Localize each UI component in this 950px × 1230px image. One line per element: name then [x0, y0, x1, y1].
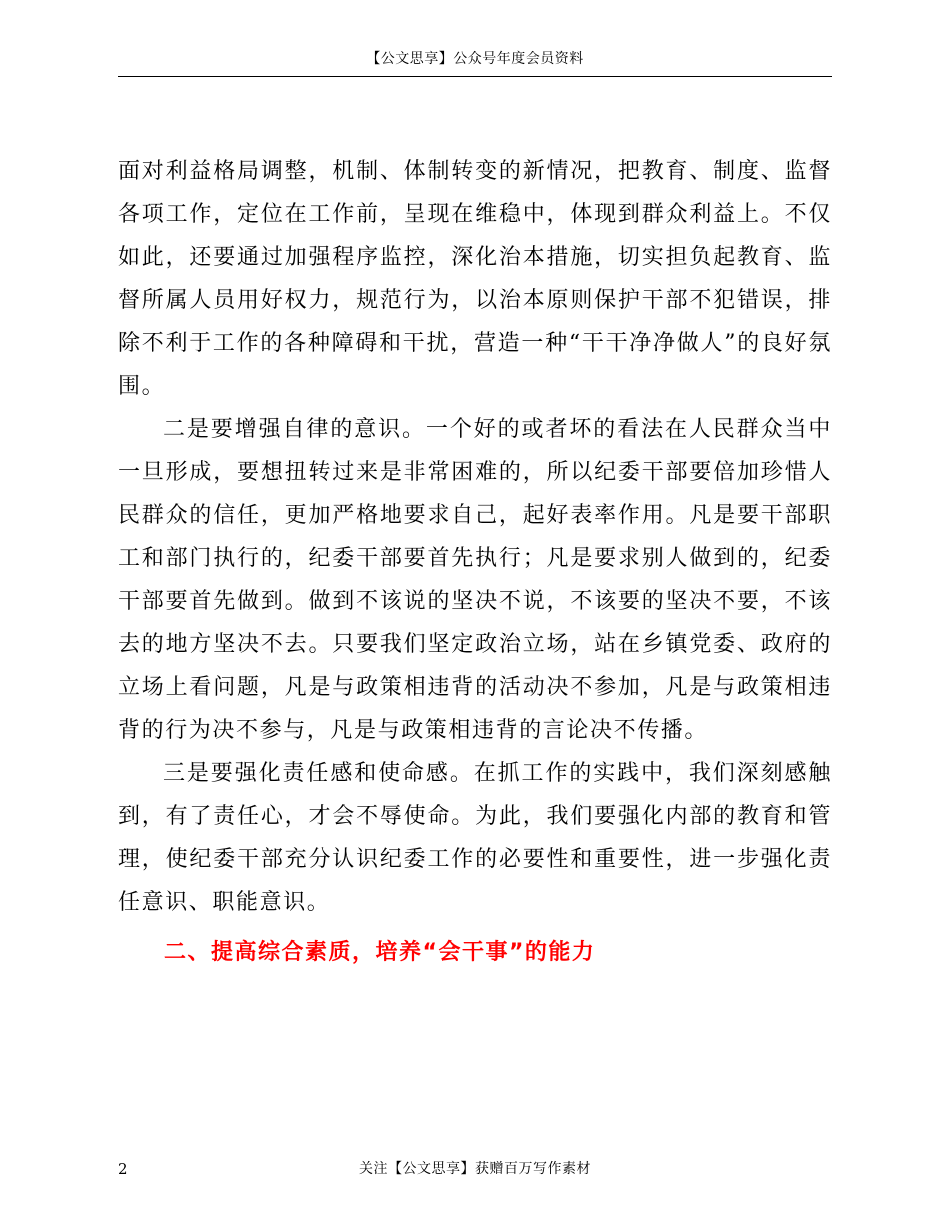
section-heading: 二、提高综合素质，培养“会干事”的能力 [164, 940, 596, 965]
page-header: 【公文思享】公众号年度会员资料 [366, 51, 584, 67]
paragraph-continued: 面对利益格局调整，机制、体制转变的新情况，把教育、制度、监督各项工作，定位在工作前，呈现在维稳中，体现到群众利益上。不仅如此，还要通过加强程序监控，深化治本措施，切实担负起教育、监督所属人员用好权力，规范行为，以治本原则保护干部不犯错误，排除不利于工作的各种障碍和干扰，营造一种“干干净净做人”的良好氛围。 [118, 159, 832, 399]
page-number: 2 [118, 1160, 128, 1178]
page-footer: 关注【公文思享】获赠百万写作素材 [359, 1161, 591, 1177]
document-body [118, 150, 832, 978]
paragraph-responsibility: 三是要强化责任感和使命感。在抓工作的实践中，我们深刻感触到，有了责任心，才会不辱使命。为此，我们要强化内部的教育和管理，使纪委干部充分认识纪委工作的必要性和重要性，进一步强化责任意识、职能意识。 [118, 761, 832, 915]
paragraph-self-discipline: 二是要增强自律的意识。一个好的或者坏的看法在人民群众当中一旦形成，要想扭转过来是非常困难的，所以纪委干部要倍加珍惜人民群众的信任，更加严格地要求自己，起好表率作用。凡是要干部职工和部门执行的，纪委干部要首先执行；凡是要求别人做到的，纪委干部要首先做到。做到不该说的坚决不说，不该要的坚决不要，不该去的地方坚决不去。只要我们坚定政治立场，站在乡镇党委、政府的立场上看问题，凡是与政策相违背的活动决不参加，凡是与政策相违背的行为决不参与，凡是与政策相违背的言论决不传播。 [118, 417, 832, 743]
header-divider [118, 76, 832, 77]
